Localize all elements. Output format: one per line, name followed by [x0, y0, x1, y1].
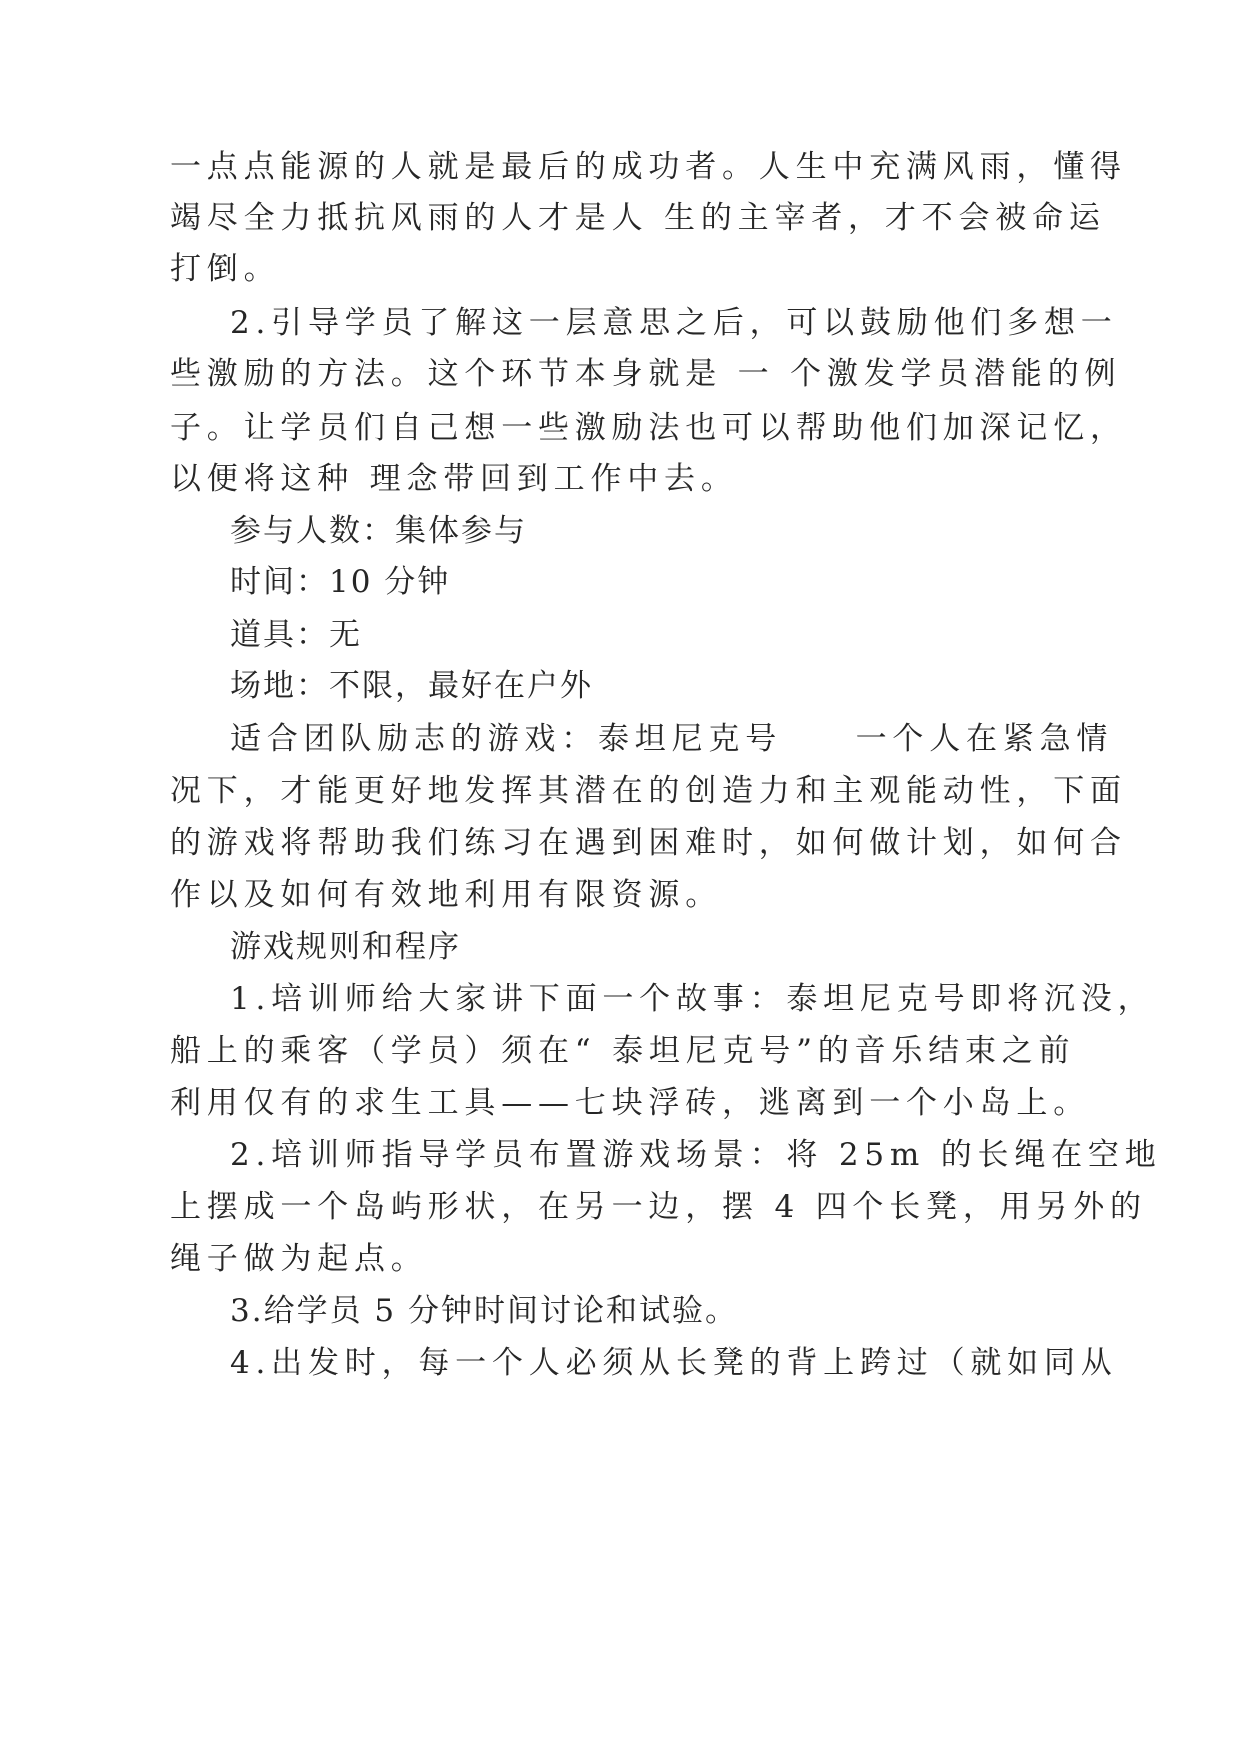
text-line: 的游戏将帮助我们练习在遇到困难时，如何做计划，如何合 — [170, 825, 1127, 861]
text-line: 况下，才能更好地发挥其潜在的创造力和主观能动性，下面 — [170, 773, 1127, 809]
text-line: 打倒。 — [170, 251, 281, 287]
text-line: 2.培训师指导学员布置游戏场景：将 25m 的长绳在空地 — [230, 1137, 1162, 1173]
text-line: 1.培训师给大家讲下面一个故事：泰坦尼克号即将沉没， — [230, 981, 1155, 1017]
text-line: 绳子做为起点。 — [170, 1241, 428, 1277]
text-line: 一点点能源的人就是最后的成功者。人生中充满风雨，懂得 — [170, 149, 1127, 185]
text-line: 船上的乘客（学员）须在“ 泰坦尼克号”的音乐结束之前 — [170, 1033, 1076, 1069]
text-line: 参与人数：集体参与 — [230, 513, 527, 549]
text-line: 利用仅有的求生工具——七块浮砖，逃离到一个小岛上。 — [170, 1085, 1090, 1121]
text-line: 游戏规则和程序 — [230, 929, 461, 965]
text-line: 以便将这种 理念带回到工作中去。 — [170, 461, 738, 497]
text-line: 3.给学员 5 分钟时间讨论和试验。 — [230, 1293, 739, 1329]
text-line: 子。让学员们自己想一些激励法也可以帮助他们加深记忆， — [170, 410, 1127, 446]
text-line: 道具：无 — [230, 617, 362, 653]
text-line: 竭尽全力抵抗风雨的人才是人 生的主宰者，才不会被命运 — [170, 200, 1106, 236]
text-line: 2.引导学员了解这一层意思之后，可以鼓励他们多想一 — [230, 305, 1118, 341]
text-line: 场地：不限，最好在户外 — [230, 668, 593, 704]
text-line: 作以及如何有效地利用有限资源。 — [170, 877, 722, 913]
text-line: 时间：10 分钟 — [230, 564, 451, 600]
text-line: 些激励的方法。这个环节本身就是 一 个激发学员潜能的例 — [170, 356, 1122, 392]
text-line: 上摆成一个岛屿形状，在另一边，摆 4 四个长凳，用另外的 — [170, 1189, 1147, 1225]
text-line: 4.出发时，每一个人必须从长凳的背上跨过（就如同从 — [230, 1345, 1118, 1381]
text-line: 适合团队励志的游戏：泰坦尼克号 一个人在紧急情 — [230, 721, 1114, 757]
